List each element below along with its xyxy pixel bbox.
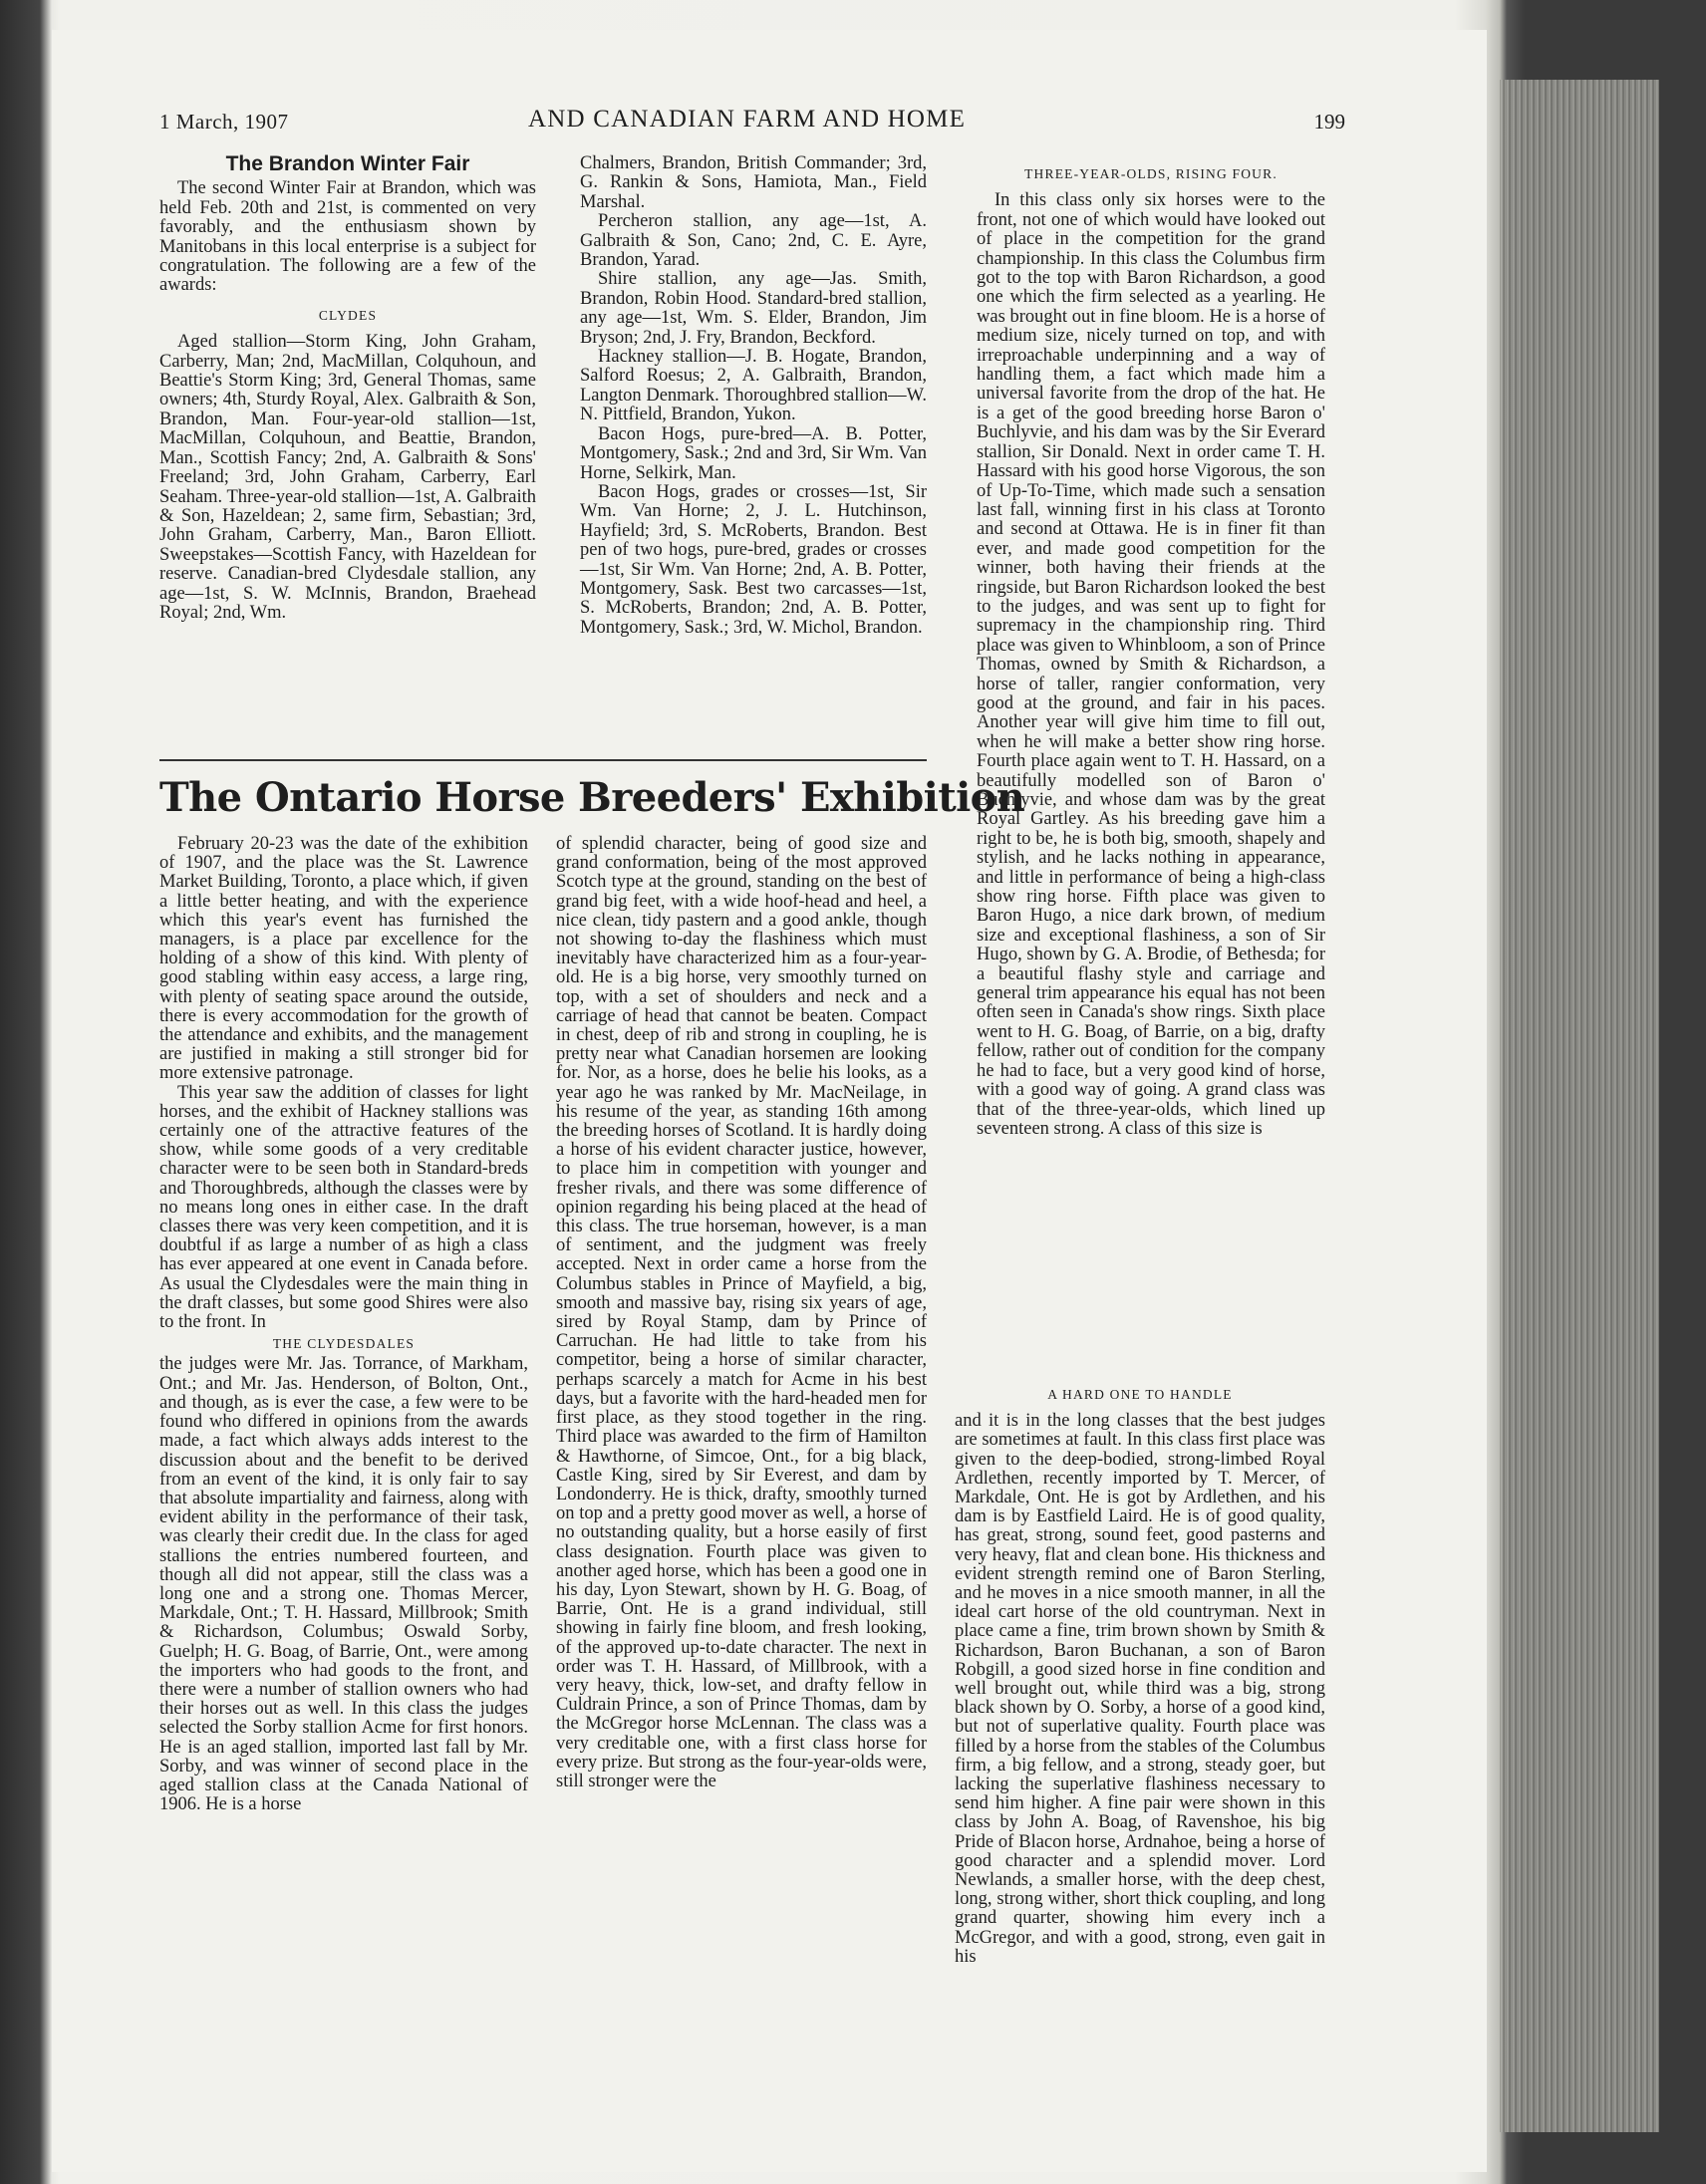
page-number: 199 (1313, 110, 1345, 134)
ontario-column-2 (556, 835, 927, 1791)
header-title: AND CANADIAN FARM AND HOME (528, 106, 967, 133)
ontario-intro: February 20-23 was the date of the exhibition of 1907, and the place was the St. Lawrence Market Building, Toronto, a place which, if given a little better heating, and with the experience which this year's event has furnished the managers, is a place par excellence for the holding of a show of this kind. With plenty of good stabling within easy access, a large ring, with plenty of seating space around the outside, there is every accommodation for the growth of the attendance and exhibits, and the management are justified in making a still stronger bid for more extensive patronage. (159, 834, 528, 1084)
running-header (159, 106, 1345, 149)
brandon-column-1 (159, 154, 536, 623)
header-date: 1 March, 1907 (159, 110, 289, 134)
hackney-awards: Hackney stallion—J. B. Hogate, Brandon, Salford Roesus; 2, A. Galbraith, Brandon, Langton Denmark. Thoroughbred stallion—W. N. Pittfield, Brandon, Yukon. (580, 347, 927, 425)
section-divider (159, 759, 927, 761)
hard-one-heading: A HARD ONE TO HANDLE (1047, 1387, 1233, 1402)
ontario-column-1 (159, 835, 528, 1814)
ontario-long-classes: and it is in the long classes that the best judges are sometimes at fault. In this class first place was given to the deep-bodied, strong-limbed Royal Ardlethen, recently imported by T. Mercer, of Markdale, Ont. He is got by Ardlethen, and his dam is by Eastfield Laird. He is of good quality, has great, strong, sound feet, good pasterns and very heavy, flat and clean bone. His thickness and evident strength remind one of Baron Sterling, and he moves in a nice smooth manner, in all the ideal cart horse of the old countryman. Next in place came a fine, trim brown shown by Smith & Richardson, Baron Buchanan, a son of Baron Robgill, a good sized horse in fine condition and well brought out, while third was a big, strong black shown by O. Sorby, a horse of a good kind, but not of superlative quality. Fourth place was filled by a horse from the stables of the Columbus firm, a big fellow, and a strong, steady goer, but lacking the superlative flashiness necessary to send him higher. A fine pair were shown in this class by John A. Boag, of Ravenshoe, his big Pride of Blacon horse, Ardnahoe, being a horse of good character and a splendid mover. Lord Newlands, a smaller horse, with the deep chest, long, strong wither, short thick coupling, and long grand quarter, showing him every inch a McGregor, and with a good, strong, even gait in his (955, 1411, 1325, 1967)
three-year-olds-heading: THREE-YEAR-OLDS, RISING FOUR. (1024, 166, 1278, 181)
brandon-title: The Brandon Winter Fair (225, 152, 470, 175)
bacon-hogs-purebred: Bacon Hogs, pure-bred—A. B. Potter, Montgomery, Sask.; 2nd and 3rd, Sir Wm. Van Horne, Selkirk, Man. (580, 423, 927, 483)
bacon-hogs-grades: Bacon Hogs, grades or crosses—1st, Sir Wm. Van Horne; 2, J. L. Hutchinson, Hayfield; 3rd, S. McRoberts, Brandon. Best pen of two hogs, pure-bred, grades or crosses—1st, Sir Wm. Van Horne; 2nd, A. B. Potter, Montgomery, Sask. Best two carcasses—1st, S. McRoberts, Brandon; 2nd, A. B. Potter, Montgomery, Sask.; 3rd, W. Michol, Brandon. (580, 481, 927, 638)
ontario-column-3 (955, 1385, 1325, 1967)
brandon-column-2 (580, 154, 927, 638)
three-year-olds-text: In this class only six horses were to the front, not one of which would have looked out of place in the competition for the grand championship. In this class the Columbus firm got to the top with Baron Richardson, a good one which the firm selected as a yearling. He was brought out in fine bloom. He is a horse of medium size, nicely turned on top, and with irreproachable underpinning and a way of handling them, a fact which made him a universal favorite from the drop of the hat. He is a get of the good breeding horse Baron o' Buchlyvie, and his dam was by the Sir Everard stallion, Sir Donald. Next in order came T. H. Hassard with his good horse Vigorous, the son of Up-To-Time, which made such a sensation last fall, winning first in his class at Toronto and second at Ottawa. He is in finer fit than ever, and made good competition for the winner, both having their friends at the ringside, but Baron Richardson looked the best to the judges, and was sent up to fight for supremacy in the championship ring. Third place was given to Whinbloom, a son of Prince Thomas, owned by Smith & Richardson, a horse of taller, rangier conformation, very good at the ground, and fair in his paces. Another year will give him time to fill out, when he will make a better show ring horse. Fourth place again went to T. H. Hassard, on a beautifully modelled son of Baron o' Buchlyvie, and whose dam was by the great Royal Gartley. As his breeding gave him a right to be, he is both big, smooth, shapely and stylish, and he lacks nothing in appearance, and little in performance of being a high-class show ring horse. Fifth place was given to Baron Hugo, a nice dark brown, of medium size and exceptional flashiness, a son of Sir Hugo, shown by G. A. Brodie, of Bethesda; for a beautiful flashy style and carriage and general trim appearance his equal has not been often seen in Canada's show rings. Sixth place went to H. G. Boag, of Barrie, on a big, drafty fellow, rather out of condition for the company he had to face, but a very good kind of horse, with a good way of going. A grand class was that of the three-year-olds, which lined up seventeen strong. A class of this size is (977, 190, 1325, 1139)
clydes-heading: CLYDES (318, 307, 378, 323)
shire-awards: Shire stallion, any age—Jas. Smith, Brandon, Robin Hood. Standard-bred stallion, any age—1st, Wm. S. Elder, Brandon, Jim Bryson; 2nd, J. Fry, Brandon, Beckford. (580, 269, 927, 348)
ontario-classes: This year saw the addition of classes for light horses, and the exhibit of Hackney stallions was certainly one of the attractive features of the show, while some goods of a very creditable character were to be seen both in Standard-breds and Thoroughbreds, although the classes were by no means long ones in either case. In the draft classes there was very keen competition, and it is doubtful if as large a number of as high a class has ever appeared at one event in Canada before. As usual the Clydesdales were the main thing in the draft classes, but some good Shires were also to the front. In (159, 1082, 528, 1333)
page-edges (1500, 80, 1659, 2132)
three-year-olds-column (977, 164, 1325, 1139)
ontario-judges: the judges were Mr. Jas. Torrance, of Markham, Ont.; and Mr. Jas. Henderson, of Bolton, Ont., and though, as is ever the case, a few were to be found who differed in opinions from the awards made, a fact which always adds interest to the discussion about and the benefit to be derived from an event of the kind, it is only fair to say that absolute impartiality and fairness, along with evident ability in the performance of their task, was clearly their credit due. In the class for aged stallions the entries numbered fourteen, and though all did not appear, still the class was a long one and a strong one. Thomas Mercer, Markdale, Ont.; T. H. Hassard, Millbrook; Smith & Richardson, Columbus; Oswald Sorby, Guelph; H. G. Boag, of Barrie, Ont., were among the importers who had goods to the front, and there were a number of stallion owners who had their horses out as well. In this class the judges selected the Sorby stallion Acme for first honors. He is an aged stallion, imported last fall by Mr. Sorby, and was winner of second place in the aged stallion class at the Canada National of 1906. He is a horse (159, 1354, 528, 1815)
clydesdales-heading: THE CLYDESDALES (272, 1336, 416, 1352)
clydes-awards: Aged stallion—Storm King, John Graham, Carberry, Man; 2nd, MacMillan, Colquhoun, and Beattie's Storm King; 3rd, General Thomas, same owners; 4th, Sturdy Royal, Alex. Galbraith & Son, Brandon, Man. Four-year-old stallion—1st, MacMillan, Colquhoun, and Beattie, Brandon, Man., Scottish Fancy; 2nd, A. Galbraith & Sons' Freeland; 3rd, John Graham, Carberry, Earl Seaham. Three-year-old stallion—1st, A. Galbraith & Son, Hazeldean; 2, same firm, Sebastian; 3rd, John Graham, Carberry, Man., Baron Elliott. Sweepstakes—Scottish Fancy, with Hazeldean for reserve. Canadian-bred Clydesdale stallion, any age—1st, S. W. McInnis, Brandon, Braehead Royal; 2nd, Wm. (159, 332, 536, 623)
brandon-intro: The second Winter Fair at Brandon, which was held Feb. 20th and 21st, is commented on very favorably, and the enthusiasm shown by Manitobans in this local enterprise is a subject for congratulation. The following are a few of the awards: (159, 178, 536, 296)
ontario-headline: The Ontario Horse Breeders' Exhibition (159, 774, 1025, 821)
brandon-awards-cont: Chalmers, Brandon, British Commander; 3rd, G. Rankin & Sons, Hamiota, Man., Field Marshal. (580, 153, 927, 212)
ontario-acme-description: of splendid character, being of good size and grand conformation, being of the most approved Scotch type at the ground, standing on the best of grand big feet, with a wide hoof-head and heel, a nice clean, tidy pastern and a good ankle, though not showing to-day the flashiness which must inevitably have characterized him as a four-year-old. He is a big horse, very smoothly turned on top, with a set of shoulders and neck and a carriage of head that cannot be beaten. Compact in chest, deep of rib and strong in coupling, he is pretty near what Canadian horsemen are looking for. Nor, as a horse, does he belie his looks, as a year ago he was ranked by Mr. MacNeilage, in his resume of the year, as standing 16th among the breeding horses of Scotland. It is hardly doing a horse of his evident character justice, however, to place him in competition with younger and fresher rivals, and there was some difference of opinion regarding his being placed at the head of this class. The true horseman, however, is a man of sentiment, and the judgment was freely accepted. Next in order came a horse from the Columbus stables in Prince of Mayfield, a big, smooth and massive bay, rising six years of age, sired by Royal Stamp, dam by Prince of Carruchan. He had little to take from his competitor, being a horse of similar character, perhaps scarcely a match for Acme in his best days, but a favorite with the hard-headed men for first place, as they stood together in the ring. Third place was awarded to the firm of Hamilton & Hawthorne, of Simcoe, Ont., for a big black, Castle King, sired by Sir Everest, and dam by Londonderry. He is thick, drafty, smoothly turned on top and a pretty good mover as well, a horse of no outstanding quality, but a horse easily of first class designation. Fourth place was given to another aged horse, which has been a good one in his day, Lyon Stewart, shown by H. G. Boag, of Barrie, Ont. He is a grand individual, still showing in fairly fine bloom, and fresh looking, of the approved up-to-date character. The next in order was T. H. Hassard, of Millbrook, with a very heavy, thick, low-set, and drafty fellow in Culdrain Prince, a son of Prince Thomas, dam by the McGregor horse McLennan. The class was a very creditable one, with a first class horse for every prize. But strong as the four-year-olds were, still stronger were the (556, 834, 927, 1791)
percheron-awards: Percheron stallion, any age—1st, A. Galbraith & Son, Cano; 2nd, C. E. Ayre, Brandon, Yarad. (580, 211, 927, 271)
